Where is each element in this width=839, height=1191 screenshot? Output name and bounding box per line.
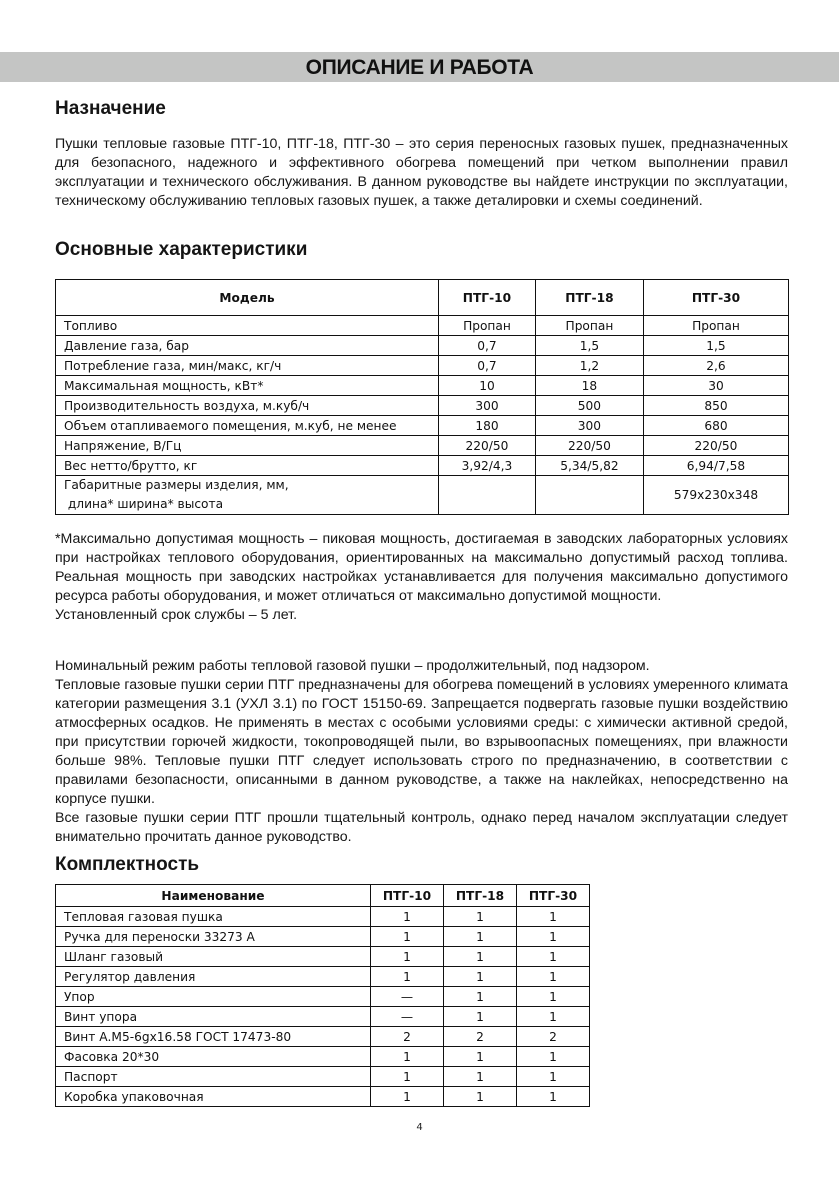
table-row [56,947,590,967]
row-value: 1 [444,987,517,1007]
row-label: Винт упора [56,1007,371,1027]
section-title: ОПИСАНИЕ И РАБОТА [305,56,534,79]
row-value: 0,7 [439,356,536,376]
row-label [56,476,439,515]
operation-block [55,657,788,847]
row-value: 1 [517,1007,590,1027]
row-value: 1,5 [535,336,643,356]
table-row-dimensions [56,476,789,515]
row-value: 1 [517,967,590,987]
table-row [56,987,590,1007]
row-value: 1 [371,1047,444,1067]
table-row [56,907,590,927]
row-value: Пропан [439,316,536,336]
table-row [56,416,789,436]
row-value: 1 [444,967,517,987]
row-label: Тепловая газовая пушка [56,907,371,927]
row-value: 1 [517,927,590,947]
row-value [535,476,643,515]
row-label: Напряжение, В/Гц [56,436,439,456]
row-value: Пропан [535,316,643,336]
row-value: 1 [444,947,517,967]
row-label: Давление газа, бар [56,336,439,356]
row-value: 1 [371,947,444,967]
specs-col-ptg18: ПТГ-18 [535,280,643,316]
kit-col-ptg18: ПТГ-18 [444,885,517,907]
purpose-text: Пушки тепловые газовые ПТГ-10, ПТГ-18, ПТГ-30 – это серия переносных газовых пушек, предназначенных для безопасного, надежного и эффективного обогрева помещений при четком выполнении правил эксплуатации и технического обслуживания. В данном руководстве вы найдете инструкции по эксплуатации, техническому обслуживанию тепловых газовых пушек, а также деталировки и схемы соединений. [55,136,788,209]
dimensions-label-line1: Габаритные размеры изделия, мм, [64,478,289,492]
row-value: 220/50 [439,436,536,456]
specs-col-model: Модель [56,280,439,316]
row-value: 6,94/7,58 [643,456,788,476]
row-value: 1 [517,1067,590,1087]
table-row [56,1067,590,1087]
kit-col-ptg10: ПТГ-10 [371,885,444,907]
table-row [56,967,590,987]
row-value: 220/50 [535,436,643,456]
row-value: 5,34/5,82 [535,456,643,476]
row-value: 3,92/4,3 [439,456,536,476]
row-value: 1 [444,1047,517,1067]
purpose-heading: Назначение [55,98,166,119]
row-value: 1 [371,967,444,987]
row-label: Производительность воздуха, м.куб/ч [56,396,439,416]
row-value: 1 [517,907,590,927]
service-life: Установленный срок службы – 5 лет. [55,607,298,623]
row-value: 1 [444,927,517,947]
row-value: 1 [517,947,590,967]
power-footnote: *Максимально допустимая мощность – пиковая мощность, достигаемая в заводских лабораторных условиях при настройках теплового оборудования, ориентированных на максимально допустимый расход топлива. Реальная мощность при заводских настройках устанавливается для получения максимально допустимого ресурса работы оборудования, и может отличаться от максимально допустимой мощности. [55,531,788,604]
row-value [439,476,536,515]
row-value: 680 [643,416,788,436]
row-value: 500 [535,396,643,416]
specs-table [55,279,789,515]
row-value: 2 [444,1027,517,1047]
specs-col-ptg10: ПТГ-10 [439,280,536,316]
kit-col-name: Наименование [56,885,371,907]
row-value: — [371,987,444,1007]
row-value: 300 [535,416,643,436]
table-row [56,436,789,456]
row-label: Максимальная мощность, кВт* [56,376,439,396]
operation-purpose: Тепловые газовые пушки серии ПТГ предназначены для обогрева помещений в условиях умеренного климата категории размещения 3.1 (УХЛ 3.1) по ГОСТ 15150-69. Запрещается подвергать газовые пушки воздействию атмосферных осадков. Не применять в местах с особыми условиями среды: с химически активной средой, при присутствии горючей жидкости, токопроводящей пыли, во взрывоопасных помещениях, при влажности больше 98%. Тепловые пушки ПТГ следует использовать строго по предназначению, в соответствии с правилами безопасности, описанными в данном руководстве, а также на наклейках, непосредственно на корпусе пушки. [55,677,788,807]
row-value: 1 [371,907,444,927]
table-row [56,1007,590,1027]
row-label: Потребление газа, мин/макс, кг/ч [56,356,439,376]
table-row [56,1087,590,1107]
row-label: Паспорт [56,1067,371,1087]
purpose-paragraph [55,135,788,211]
row-value: 1,5 [643,336,788,356]
row-label: Вес нетто/брутто, кг [56,456,439,476]
row-value: 10 [439,376,536,396]
table-row [56,1027,590,1047]
row-label: Фасовка 20*30 [56,1047,371,1067]
table-row [56,1047,590,1067]
row-value: — [371,1007,444,1027]
row-value: 1 [444,1067,517,1087]
table-row [56,356,789,376]
operation-mode: Номинальный режим работы тепловой газовой пушки – продолжительный, под надзором. [55,658,650,674]
footnote-block [55,530,788,625]
kit-header-row [56,885,590,907]
operation-control: Все газовые пушки серии ПТГ прошли тщательный контроль, однако перед началом эксплуатации следует внимательно прочитать данное руководство. [55,810,788,845]
table-row [56,927,590,947]
row-value: 1 [517,1047,590,1067]
row-value: 220/50 [643,436,788,456]
specs-header-row [56,280,789,316]
row-value: 1 [444,1007,517,1027]
specs-heading: Основные характеристики [55,239,308,260]
row-label: Регулятор давления [56,967,371,987]
kit-table [55,884,590,1107]
kit-col-ptg30: ПТГ-30 [517,885,590,907]
row-value: 2 [371,1027,444,1047]
row-label: Коробка упаковочная [56,1087,371,1107]
row-label: Ручка для переноски 33273 А [56,927,371,947]
page-number: 4 [416,1122,423,1133]
row-value: 0,7 [439,336,536,356]
row-value: 1 [371,1067,444,1087]
table-row [56,376,789,396]
row-value: 1 [517,987,590,1007]
row-value: 2,6 [643,356,788,376]
row-value: 1 [371,927,444,947]
row-label: Объем отапливаемого помещения, м.куб, не менее [56,416,439,436]
row-value: 1,2 [535,356,643,376]
row-label: Упор [56,987,371,1007]
row-value: 1 [371,1087,444,1107]
row-label: Винт А.М5-6gx16.58 ГОСТ 17473-80 [56,1027,371,1047]
row-value: 850 [643,396,788,416]
row-value: 1 [444,1087,517,1107]
row-value: 1 [517,1087,590,1107]
row-value: 180 [439,416,536,436]
table-row [56,396,789,416]
row-value: 1 [444,907,517,927]
row-value: 18 [535,376,643,396]
row-value: 30 [643,376,788,396]
row-value: Пропан [643,316,788,336]
specs-col-ptg30: ПТГ-30 [643,280,788,316]
row-label: Топливо [56,316,439,336]
row-value: 579x230x348 [643,476,788,515]
table-row [56,316,789,336]
table-row [56,456,789,476]
kit-heading: Комплектность [55,854,200,875]
row-value: 300 [439,396,536,416]
table-row [56,336,789,356]
row-label: Шланг газовый [56,947,371,967]
dimensions-label-line2: длина* ширина* высота [64,497,224,511]
row-value: 2 [517,1027,590,1047]
